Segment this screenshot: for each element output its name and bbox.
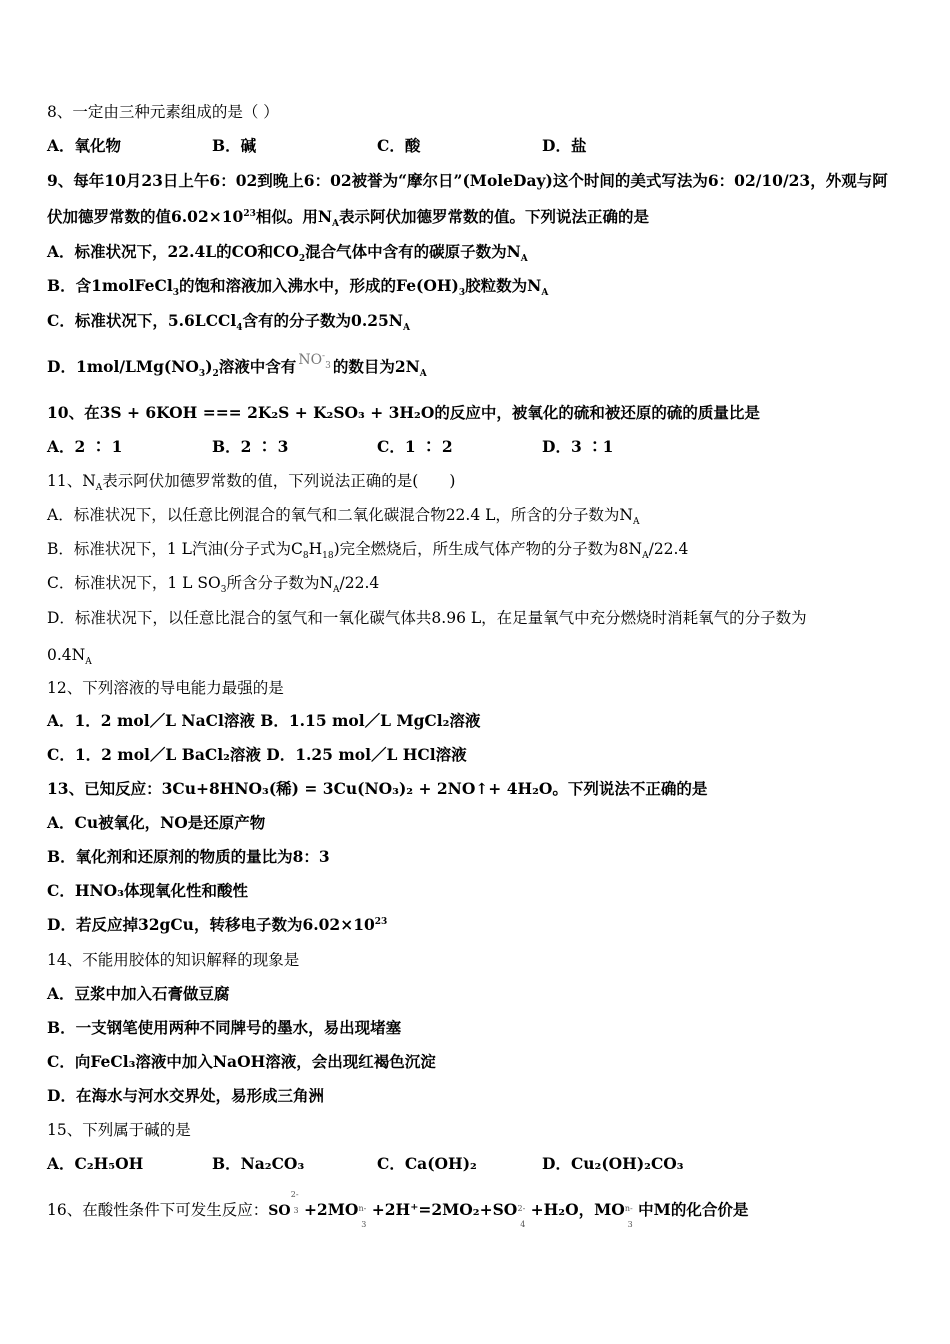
q14-option-d: D．在海水与河水交界处，易形成三角洲 (47, 1086, 324, 1105)
q15-option-d: D．Cu₂(OH)₂CO₃ (542, 1154, 684, 1173)
q10-option-d: D．3 ∶1 (542, 437, 614, 456)
q9-option-a: A．标准状况下，22.4L的CO和$CO_2$混合气体中含有的碳原子数为$N_A$ (47, 242, 528, 265)
q14-option-a: A．豆浆中加入石膏做豆腐 (47, 984, 230, 1003)
q10-stem: 10、在3S + 6KOH === 2K₂S + K₂SO₃ + 3H₂O的反应中，被氧化的硫和被还原的硫的质量比是 (47, 403, 760, 422)
q9-stem-line2: 伏加德罗常数的值$6.02\times 10^{23}$相似。用$N_A$表示阿伏加德罗常数的值。下列说法正确的是 (47, 207, 650, 230)
sulfite-ion: SO 2- 3 (268, 1190, 299, 1219)
q9-option-d: D．$1mol/LMg(NO_3)_2$溶液中含有 $NO^-_3$ 的数目为$2N_A$ (47, 351, 427, 380)
q15-options (47, 1154, 684, 1174)
q15-stem: 15、下列属于碱的是 (47, 1121, 191, 1139)
q11-option-b: B．标准状况下，1 L汽油(分子式为$C_8H_{18}$)完全燃烧后，所生成气体产物的分子数为$8N_A/22.4$ (47, 540, 689, 562)
q13-option-d: D．若反应掉32gCu，转移电子数为$6.02\times 10^{23}$ (47, 915, 388, 934)
q8-option-d: D．盐 (542, 136, 587, 155)
q13-option-b: B．氧化剂和还原剂的物质的量比为8：3 (47, 847, 330, 866)
q10-option-c: C．1 ∶ 2 (377, 437, 453, 456)
q11-stem: 11、$N_A$表示阿伏加德罗常数的值，下列说法正确的是( ) (47, 472, 456, 494)
nitrate-ion-formula: $NO^-_3$ (298, 351, 331, 371)
q13-option-a: A．Cu被氧化，NO是还原产物 (47, 813, 266, 832)
q15-option-b: B．Na₂CO₃ (212, 1154, 305, 1173)
q13-stem: 13、已知反应：3Cu+8HNO₃(稀) = 3Cu(NO₃)₂ + 2NO↑+ 4H₂O。下列说法不正确的是 (47, 779, 708, 798)
q9-stem-line1: 9、每年10月23日上午6：02到晚上6：02被誉为“摩尔日”(MoleDay)这个时间的美式写法为6：02/10/23，外观与阿 (47, 171, 888, 190)
q13-option-c: C．HNO₃体现氧化性和酸性 (47, 881, 248, 900)
q8-stem: 8、一定由三种元素组成的是（ ） (47, 103, 279, 121)
q8-option-a: A．氧化物 (47, 136, 122, 155)
q8-options (47, 136, 586, 156)
q10-option-a: A．2 ∶ 1 (47, 437, 123, 456)
q9-option-c: C．标准状况下，5.6LCCl$_4$含有的分子数为$0.25N_A$ (47, 311, 410, 334)
q14-stem: 14、不能用胶体的知识解释的现象是 (47, 951, 300, 969)
q11-option-a: A．标准状况下，以任意比例混合的氧气和二氧化碳混合物22.4 L，所含的分子数为$N_A$ (47, 506, 640, 528)
q8-option-b: B．碱 (212, 136, 257, 155)
q12-options-row2: C．1．2 mol／L BaCl₂溶液 D．1.25 mol／L HCl溶液 (47, 745, 467, 764)
q14-option-b: B．一支钢笔使用两种不同牌号的墨水，易出现堵塞 (47, 1018, 402, 1037)
q15-option-a: A．C₂H₅OH (47, 1154, 144, 1173)
q14-option-c: C．向FeCl₃溶液中加入NaOH溶液，会出现红褐色沉淀 (47, 1052, 436, 1071)
q11-option-c: C．标准状况下，1 L $SO_3$所含分子数为$N_A/22.4$ (47, 574, 380, 596)
q10-option-b: B．2 ∶ 3 (212, 437, 289, 456)
q11-option-d-line1: D．标准状况下，以任意比混合的氢气和一氧化碳气体共8.96 L，在足量氧气中充分燃烧时消耗氧气的分子数为 (47, 609, 807, 627)
q15-option-c: C．Ca(OH)₂ (377, 1154, 477, 1173)
q9-option-b: B．含1molFeCl$_3$的饱和溶液加入沸水中，形成的$Fe(OH)_3$胶粒数为$N_A$ (47, 276, 549, 299)
q11-option-d-line2: $0.4N_A$ (47, 646, 92, 668)
q12-stem: 12、下列溶液的导电能力最强的是 (47, 679, 284, 697)
q8-option-c: C．酸 (377, 136, 421, 155)
q12-options-row1: A．1．2 mol／L NaCl溶液 B．1.15 mol／L MgCl₂溶液 (47, 711, 481, 730)
q10-options (47, 437, 613, 457)
q16-stem: 16、在酸性条件下可发生反应：SO 2- 3 +2MO n- 3 +2H⁺=2MO₂+SO 2- 4 +H₂O，MO n- 3 中M的化合价是 (47, 1190, 749, 1229)
